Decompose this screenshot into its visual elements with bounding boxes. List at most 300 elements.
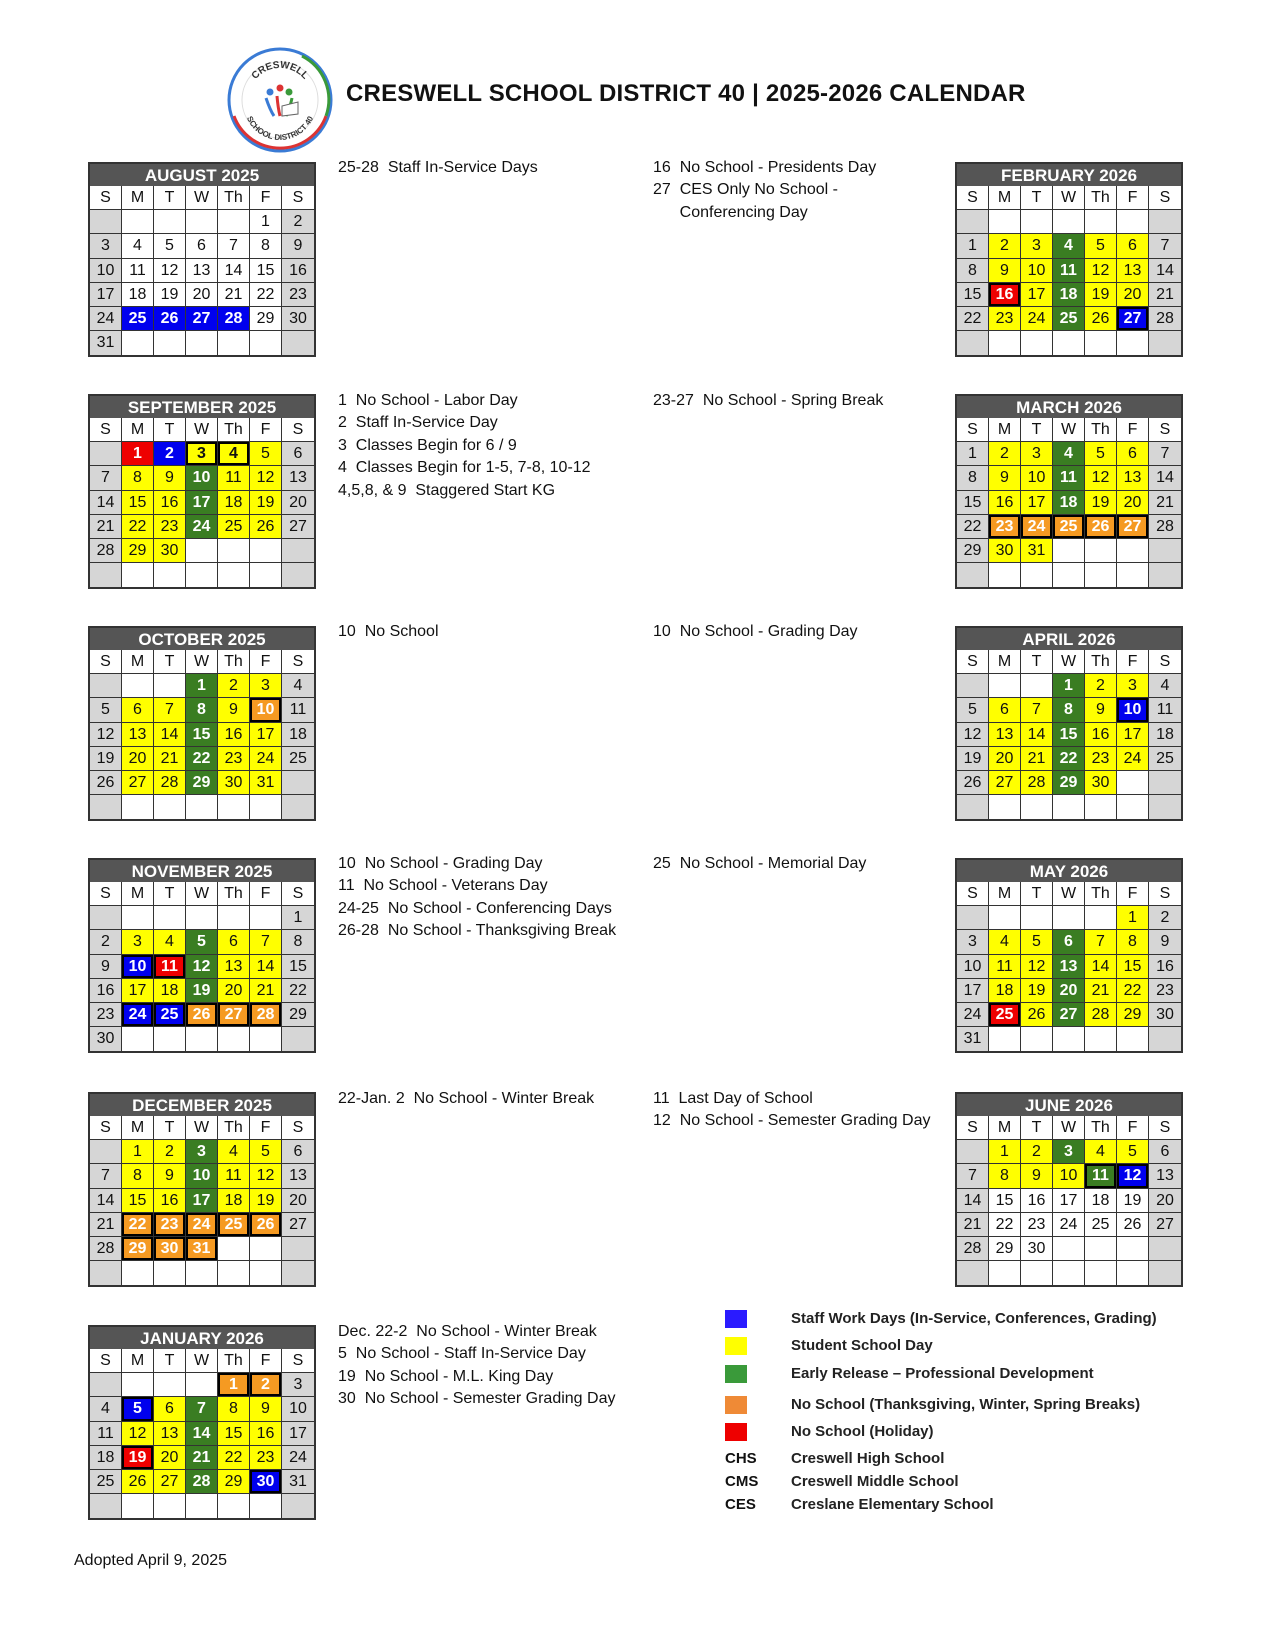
- weekday-header: T: [154, 882, 186, 906]
- empty-cell: [1149, 331, 1181, 355]
- day-cell: 10: [1021, 466, 1053, 490]
- day-cell: 15: [957, 283, 989, 307]
- day-cell: 12: [1021, 955, 1053, 979]
- day-cell: 14: [1021, 723, 1053, 747]
- empty-cell: [1021, 331, 1053, 355]
- day-cell: 15: [218, 1422, 250, 1446]
- empty-cell: [957, 1140, 989, 1164]
- day-cell: 31: [90, 331, 122, 355]
- empty-cell: [154, 1494, 186, 1518]
- day-cell: 1: [122, 1140, 154, 1164]
- day-cell: 7: [218, 234, 250, 258]
- empty-cell: [122, 1373, 154, 1397]
- empty-cell: [989, 331, 1021, 355]
- month-feb: [955, 162, 1183, 357]
- empty-cell: [218, 331, 250, 355]
- weekday-header: M: [989, 650, 1021, 674]
- weekday-header: T: [154, 418, 186, 442]
- day-cell: 27: [282, 1213, 314, 1237]
- day-cell: 28: [154, 771, 186, 795]
- legend-label-no-school-break: No School (Thanksgiving, Winter, Spring Breaks): [791, 1396, 1141, 1413]
- day-cell: 13: [282, 1164, 314, 1188]
- day-cell: 6: [218, 930, 250, 954]
- day-cell: 5: [122, 1397, 154, 1421]
- empty-cell: [1053, 906, 1085, 930]
- empty-cell: [1085, 795, 1117, 819]
- legend-swatch-student: [725, 1337, 747, 1355]
- month-title: AUGUST 2025: [90, 164, 314, 186]
- empty-cell: [122, 210, 154, 234]
- weekday-header: S: [282, 418, 314, 442]
- day-cell: 31: [957, 1027, 989, 1051]
- weekday-header: M: [122, 418, 154, 442]
- empty-cell: [282, 771, 314, 795]
- day-cell: 2: [1021, 1140, 1053, 1164]
- day-cell: 23: [250, 1446, 282, 1470]
- day-cell: 25: [1149, 747, 1181, 771]
- day-cell: 8: [122, 466, 154, 490]
- weekday-header: W: [1053, 1116, 1085, 1140]
- note-line: 4,5,8, & 9 Staggered Start KG: [338, 481, 556, 499]
- day-cell: 20: [1117, 283, 1149, 307]
- notes-aug: [338, 157, 538, 179]
- empty-cell: [90, 442, 122, 466]
- empty-cell: [186, 1494, 218, 1518]
- day-cell: 13: [154, 1422, 186, 1446]
- weekday-header: W: [1053, 882, 1085, 906]
- month-title: OCTOBER 2025: [90, 628, 314, 650]
- day-cell: 23: [154, 515, 186, 539]
- empty-cell: [1117, 210, 1149, 234]
- day-cell: 28: [90, 1237, 122, 1261]
- day-cell: 9: [1021, 1164, 1053, 1188]
- day-cell: 18: [122, 283, 154, 307]
- day-cell: 6: [1149, 1140, 1181, 1164]
- weekday-header: S: [282, 1349, 314, 1373]
- day-cell: 16: [154, 491, 186, 515]
- school-name-cms: Creswell Middle School: [791, 1473, 959, 1490]
- weekday-header: T: [1021, 1116, 1053, 1140]
- day-cell: 6: [1117, 442, 1149, 466]
- empty-cell: [989, 1027, 1021, 1051]
- day-cell: 26: [90, 771, 122, 795]
- notes-jan: [338, 1321, 615, 1411]
- day-cell: 29: [218, 1470, 250, 1494]
- weekday-header: S: [957, 882, 989, 906]
- day-cell: 29: [989, 1237, 1021, 1261]
- empty-cell: [1149, 1261, 1181, 1285]
- day-cell: 18: [218, 491, 250, 515]
- note-line: 22-Jan. 2 No School - Winter Break: [338, 1090, 595, 1107]
- day-cell: 13: [1117, 259, 1149, 283]
- weekday-header: S: [957, 1116, 989, 1140]
- empty-cell: [1053, 331, 1085, 355]
- day-cell: 5: [250, 442, 282, 466]
- notes-apr: [653, 621, 858, 643]
- day-cell: 19: [90, 747, 122, 771]
- day-cell: 20: [1149, 1189, 1181, 1213]
- day-cell: 26: [186, 1003, 218, 1027]
- day-cell: 10: [957, 955, 989, 979]
- day-cell: 22: [122, 515, 154, 539]
- day-cell: 30: [989, 539, 1021, 563]
- empty-cell: [989, 563, 1021, 587]
- empty-cell: [154, 674, 186, 698]
- month-mar: [955, 394, 1183, 589]
- empty-cell: [957, 331, 989, 355]
- legend-label-early-release: Early Release – Professional Development: [791, 1365, 1094, 1382]
- notes-may: [653, 853, 866, 875]
- day-cell: 11: [218, 1164, 250, 1188]
- day-cell: 2: [282, 210, 314, 234]
- weekday-header: F: [1117, 650, 1149, 674]
- note-line: 23-27 No School - Spring Break: [653, 392, 884, 409]
- weekday-header: S: [90, 650, 122, 674]
- day-cell: 17: [1117, 723, 1149, 747]
- day-cell: 15: [250, 259, 282, 283]
- note-line: 27 CES Only No School -: [653, 181, 838, 199]
- day-cell: 5: [957, 698, 989, 722]
- day-cell: 2: [1085, 674, 1117, 698]
- empty-cell: [90, 795, 122, 819]
- weekday-header: F: [250, 882, 282, 906]
- day-cell: 13: [989, 723, 1021, 747]
- empty-cell: [282, 1237, 314, 1261]
- empty-cell: [989, 1261, 1021, 1285]
- day-cell: 26: [1085, 515, 1117, 539]
- weekday-header: S: [282, 650, 314, 674]
- empty-cell: [1085, 563, 1117, 587]
- day-cell: 21: [90, 515, 122, 539]
- day-cell: 29: [282, 1003, 314, 1027]
- empty-cell: [250, 1237, 282, 1261]
- day-cell: 23: [90, 1003, 122, 1027]
- empty-cell: [90, 1494, 122, 1518]
- district-logo: [226, 46, 334, 154]
- empty-cell: [1021, 674, 1053, 698]
- empty-cell: [282, 331, 314, 355]
- day-cell: 30: [1149, 1003, 1181, 1027]
- day-cell: 17: [90, 283, 122, 307]
- day-cell: 5: [1085, 442, 1117, 466]
- empty-cell: [1021, 795, 1053, 819]
- empty-cell: [1085, 210, 1117, 234]
- day-cell: 31: [250, 771, 282, 795]
- weekday-header: F: [250, 418, 282, 442]
- empty-cell: [250, 906, 282, 930]
- empty-cell: [154, 563, 186, 587]
- day-cell: 7: [1149, 234, 1181, 258]
- day-cell: 6: [1117, 234, 1149, 258]
- weekday-header: W: [1053, 650, 1085, 674]
- day-cell: 13: [1053, 955, 1085, 979]
- day-cell: 16: [1085, 723, 1117, 747]
- note-line: 11 No School - Veterans Day: [338, 877, 548, 895]
- day-cell: 4: [1149, 674, 1181, 698]
- day-cell: 7: [1149, 442, 1181, 466]
- day-cell: 19: [1021, 979, 1053, 1003]
- day-cell: 16: [282, 259, 314, 283]
- day-cell: 16: [154, 1189, 186, 1213]
- day-cell: 3: [282, 1373, 314, 1397]
- day-cell: 25: [1085, 1213, 1117, 1237]
- day-cell: 27: [154, 1470, 186, 1494]
- empty-cell: [250, 1494, 282, 1518]
- day-cell: 4: [154, 930, 186, 954]
- day-cell: 8: [1117, 930, 1149, 954]
- day-cell: 20: [282, 1189, 314, 1213]
- day-cell: 6: [282, 1140, 314, 1164]
- day-cell: 3: [1117, 674, 1149, 698]
- day-cell: 9: [90, 955, 122, 979]
- weekday-header: T: [154, 186, 186, 210]
- day-cell: 23: [154, 1213, 186, 1237]
- day-cell: 19: [122, 1446, 154, 1470]
- empty-cell: [250, 563, 282, 587]
- empty-cell: [1021, 1027, 1053, 1051]
- day-cell: 26: [122, 1470, 154, 1494]
- day-cell: 18: [989, 979, 1021, 1003]
- empty-cell: [1117, 563, 1149, 587]
- day-cell: 3: [186, 442, 218, 466]
- weekday-header: S: [957, 650, 989, 674]
- weekday-header: S: [957, 418, 989, 442]
- note-line: 25-28 Staff In-Service Days: [338, 159, 538, 176]
- day-cell: 9: [282, 234, 314, 258]
- day-cell: 21: [218, 283, 250, 307]
- day-cell: 22: [957, 307, 989, 331]
- empty-cell: [154, 1027, 186, 1051]
- empty-cell: [186, 1027, 218, 1051]
- weekday-header: M: [122, 1349, 154, 1373]
- note-line: 3 Classes Begin for 6 / 9: [338, 436, 517, 454]
- day-cell: 2: [154, 442, 186, 466]
- day-cell: 24: [1117, 747, 1149, 771]
- day-cell: 26: [250, 515, 282, 539]
- day-cell: 11: [122, 259, 154, 283]
- day-cell: 29: [186, 771, 218, 795]
- day-cell: 20: [154, 1446, 186, 1470]
- day-cell: 16: [989, 283, 1021, 307]
- month-title: JANUARY 2026: [90, 1327, 314, 1349]
- day-cell: 24: [122, 1003, 154, 1027]
- empty-cell: [186, 906, 218, 930]
- legend-label-holiday: No School (Holiday): [791, 1423, 934, 1440]
- month-title: FEBRUARY 2026: [957, 164, 1181, 186]
- day-cell: 22: [989, 1213, 1021, 1237]
- weekday-header: F: [1117, 418, 1149, 442]
- notes-oct: [338, 621, 439, 643]
- weekday-header: F: [1117, 186, 1149, 210]
- school-abbr-cms: CMS: [725, 1473, 759, 1490]
- note-line: 1 No School - Labor Day: [338, 392, 518, 409]
- empty-cell: [218, 1494, 250, 1518]
- day-cell: 22: [186, 747, 218, 771]
- day-cell: 11: [282, 698, 314, 722]
- empty-cell: [957, 906, 989, 930]
- empty-cell: [1149, 795, 1181, 819]
- weekday-header: Th: [1085, 1116, 1117, 1140]
- day-cell: 6: [989, 698, 1021, 722]
- day-cell: 12: [186, 955, 218, 979]
- day-cell: 23: [989, 515, 1021, 539]
- day-cell: 28: [218, 307, 250, 331]
- day-cell: 21: [250, 979, 282, 1003]
- day-cell: 1: [218, 1373, 250, 1397]
- empty-cell: [1053, 210, 1085, 234]
- empty-cell: [282, 795, 314, 819]
- weekday-header: T: [154, 650, 186, 674]
- month-title: DECEMBER 2025: [90, 1094, 314, 1116]
- day-cell: 8: [957, 466, 989, 490]
- day-cell: 22: [957, 515, 989, 539]
- day-cell: 28: [957, 1237, 989, 1261]
- empty-cell: [1053, 539, 1085, 563]
- empty-cell: [1149, 771, 1181, 795]
- day-cell: 9: [218, 698, 250, 722]
- day-cell: 28: [186, 1470, 218, 1494]
- weekday-header: S: [90, 1116, 122, 1140]
- weekday-header: S: [957, 186, 989, 210]
- weekday-header: W: [186, 1116, 218, 1140]
- month-title: MAY 2026: [957, 860, 1181, 882]
- logo-text-top: CRESWELL: [249, 59, 311, 82]
- day-cell: 7: [186, 1397, 218, 1421]
- day-cell: 17: [186, 491, 218, 515]
- empty-cell: [1021, 1261, 1053, 1285]
- weekday-header: W: [186, 882, 218, 906]
- empty-cell: [90, 210, 122, 234]
- empty-cell: [154, 906, 186, 930]
- day-cell: 8: [250, 234, 282, 258]
- day-cell: 29: [1117, 1003, 1149, 1027]
- day-cell: 16: [1021, 1189, 1053, 1213]
- day-cell: 16: [218, 723, 250, 747]
- day-cell: 10: [1053, 1164, 1085, 1188]
- day-cell: 7: [90, 466, 122, 490]
- weekday-header: Th: [218, 418, 250, 442]
- day-cell: 19: [1085, 283, 1117, 307]
- day-cell: 30: [154, 539, 186, 563]
- day-cell: 21: [1085, 979, 1117, 1003]
- empty-cell: [1149, 210, 1181, 234]
- day-cell: 22: [250, 283, 282, 307]
- day-cell: 13: [1117, 466, 1149, 490]
- weekday-header: S: [282, 186, 314, 210]
- day-cell: 9: [1149, 930, 1181, 954]
- day-cell: 25: [90, 1470, 122, 1494]
- legend-swatch-staff: [725, 1310, 747, 1328]
- month-title: MARCH 2026: [957, 396, 1181, 418]
- weekday-header: W: [186, 186, 218, 210]
- day-cell: 16: [250, 1422, 282, 1446]
- day-cell: 5: [1085, 234, 1117, 258]
- day-cell: 27: [1117, 515, 1149, 539]
- day-cell: 8: [186, 698, 218, 722]
- day-cell: 30: [1085, 771, 1117, 795]
- day-cell: 24: [186, 515, 218, 539]
- empty-cell: [1149, 1237, 1181, 1261]
- day-cell: 10: [1117, 698, 1149, 722]
- day-cell: 7: [90, 1164, 122, 1188]
- weekday-header: Th: [1085, 650, 1117, 674]
- weekday-header: S: [90, 882, 122, 906]
- empty-cell: [154, 1373, 186, 1397]
- day-cell: 25: [218, 1213, 250, 1237]
- day-cell: 19: [250, 491, 282, 515]
- empty-cell: [282, 1261, 314, 1285]
- note-line: 4 Classes Begin for 1-5, 7-8, 10-12: [338, 459, 591, 477]
- weekday-header: Th: [218, 186, 250, 210]
- day-cell: 25: [218, 515, 250, 539]
- legend-swatch-no-school-break: [725, 1396, 747, 1414]
- day-cell: 27: [122, 771, 154, 795]
- empty-cell: [218, 795, 250, 819]
- weekday-header: S: [90, 418, 122, 442]
- day-cell: 2: [154, 1140, 186, 1164]
- empty-cell: [1053, 795, 1085, 819]
- day-cell: 20: [989, 747, 1021, 771]
- empty-cell: [90, 1373, 122, 1397]
- day-cell: 7: [250, 930, 282, 954]
- day-cell: 19: [957, 747, 989, 771]
- empty-cell: [186, 539, 218, 563]
- day-cell: 15: [122, 1189, 154, 1213]
- day-cell: 22: [282, 979, 314, 1003]
- day-cell: 4: [1053, 234, 1085, 258]
- day-cell: 25: [1053, 307, 1085, 331]
- day-cell: 3: [186, 1140, 218, 1164]
- day-cell: 19: [250, 1189, 282, 1213]
- day-cell: 1: [250, 210, 282, 234]
- day-cell: 1: [989, 1140, 1021, 1164]
- day-cell: 11: [218, 466, 250, 490]
- day-cell: 22: [218, 1446, 250, 1470]
- day-cell: 31: [186, 1237, 218, 1261]
- day-cell: 21: [186, 1446, 218, 1470]
- empty-cell: [122, 674, 154, 698]
- day-cell: 14: [250, 955, 282, 979]
- day-cell: 18: [154, 979, 186, 1003]
- empty-cell: [1021, 563, 1053, 587]
- empty-cell: [282, 1494, 314, 1518]
- day-cell: 17: [1021, 491, 1053, 515]
- day-cell: 5: [1021, 930, 1053, 954]
- weekday-header: F: [250, 650, 282, 674]
- month-title: JUNE 2026: [957, 1094, 1181, 1116]
- day-cell: 24: [250, 747, 282, 771]
- month-jun: [955, 1092, 1183, 1287]
- day-cell: 30: [90, 1027, 122, 1051]
- weekday-header: Th: [218, 1116, 250, 1140]
- day-cell: 15: [1053, 723, 1085, 747]
- day-cell: 7: [957, 1164, 989, 1188]
- day-cell: 21: [154, 747, 186, 771]
- empty-cell: [1021, 210, 1053, 234]
- empty-cell: [282, 1027, 314, 1051]
- day-cell: 5: [154, 234, 186, 258]
- legend-swatch-early-release: [725, 1365, 747, 1383]
- empty-cell: [1085, 1261, 1117, 1285]
- day-cell: 17: [1053, 1189, 1085, 1213]
- day-cell: 2: [989, 442, 1021, 466]
- empty-cell: [957, 563, 989, 587]
- day-cell: 7: [1085, 930, 1117, 954]
- day-cell: 15: [989, 1189, 1021, 1213]
- day-cell: 12: [1117, 1164, 1149, 1188]
- weekday-header: Th: [1085, 186, 1117, 210]
- day-cell: 24: [1053, 1213, 1085, 1237]
